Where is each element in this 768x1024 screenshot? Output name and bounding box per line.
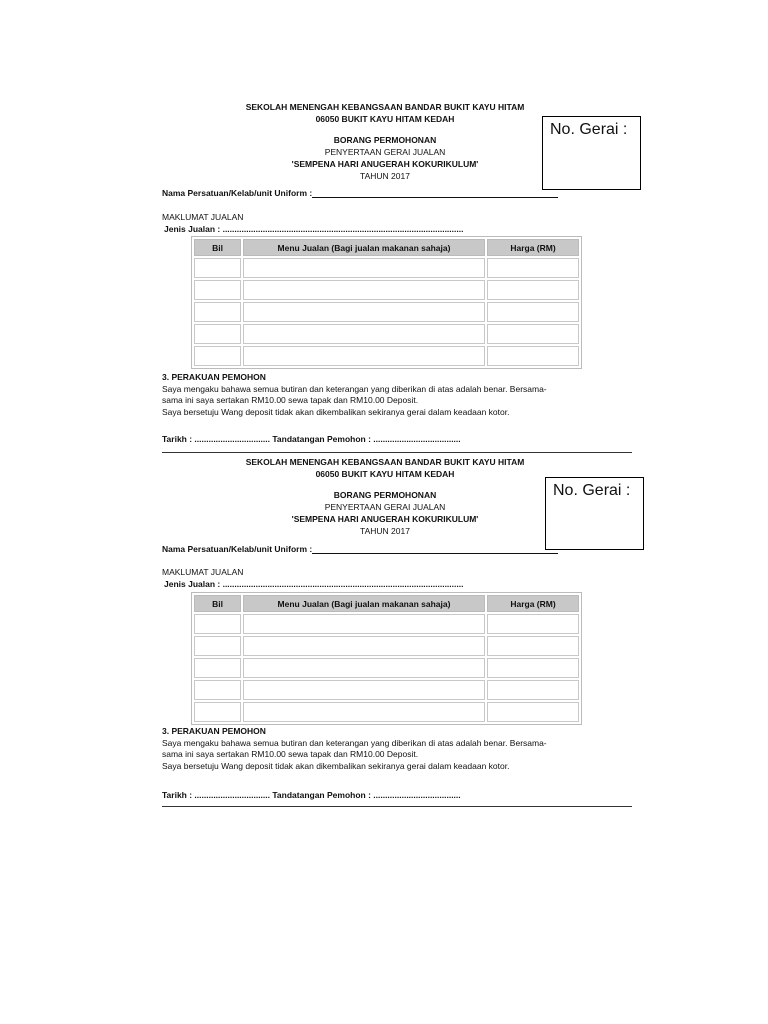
form-title: BORANG PERMOHONAN: [333, 490, 437, 500]
table-cell[interactable]: [487, 680, 579, 700]
table-row[interactable]: [194, 702, 579, 722]
declaration-section: [162, 726, 602, 772]
stall-number-label: No. Gerai :: [550, 121, 628, 138]
table-cell[interactable]: [243, 280, 485, 300]
table-cell[interactable]: [243, 258, 485, 278]
table-cell[interactable]: [487, 702, 579, 722]
organisation-name-field[interactable]: [312, 188, 558, 198]
section-heading: MAKLUMAT JUALAN: [162, 212, 244, 222]
col-header-bil: Bil: [194, 239, 241, 256]
table-cell[interactable]: [243, 636, 485, 656]
table-row[interactable]: [194, 302, 579, 322]
date-signature-line[interactable]: Tarikh : ................................ Tandatangan Pemohon : .....................................: [162, 790, 461, 800]
organisation-name-field[interactable]: [312, 544, 558, 554]
table-row[interactable]: [194, 280, 579, 300]
table-cell[interactable]: [487, 614, 579, 634]
school-name: SEKOLAH MENENGAH KEBANGSAAN BANDAR BUKIT KAYU HITAM: [245, 102, 525, 112]
table-cell[interactable]: [194, 636, 241, 656]
form-subtitle: PENYERTAAN GERAI JUALAN: [324, 502, 446, 512]
school-address: 06050 BUKIT KAYU HITAM KEDAH: [315, 114, 455, 124]
table-cell[interactable]: [487, 636, 579, 656]
stall-number-box[interactable]: [545, 477, 644, 550]
section-heading: MAKLUMAT JUALAN: [162, 567, 244, 577]
declaration-section: [162, 372, 602, 418]
table-row[interactable]: [194, 636, 579, 656]
table-cell[interactable]: [194, 702, 241, 722]
table-cell[interactable]: [243, 324, 485, 344]
table-cell[interactable]: [243, 614, 485, 634]
table-cell[interactable]: [487, 302, 579, 322]
sales-menu-table: [191, 236, 582, 369]
sale-type-field[interactable]: Jenis Jualan : ......................................................................................................: [164, 579, 464, 589]
form-year: TAHUN 2017: [360, 171, 410, 181]
table-cell[interactable]: [194, 280, 241, 300]
table-cell[interactable]: [194, 658, 241, 678]
event-name: 'SEMPENA HARI ANUGERAH KOKURIKULUM': [291, 514, 479, 524]
table-cell[interactable]: [194, 346, 241, 366]
form-title: BORANG PERMOHONAN: [333, 135, 437, 145]
school-address: 06050 BUKIT KAYU HITAM KEDAH: [315, 469, 455, 479]
declaration-line: Saya bersetuju Wang deposit tidak akan dikembalikan sekiranya gerai dalam keadaan kotor.: [162, 406, 510, 417]
table-row[interactable]: [194, 680, 579, 700]
form-header: [230, 101, 540, 182]
col-header-menu: Menu Jualan (Bagi jualan makanan sahaja): [243, 595, 485, 612]
table-cell[interactable]: [243, 680, 485, 700]
organisation-name-label: Nama Persatuan/Kelab/unit Uniform :: [162, 188, 313, 198]
table-cell[interactable]: [487, 280, 579, 300]
col-header-menu: Menu Jualan (Bagi jualan makanan sahaja): [243, 239, 485, 256]
col-header-price: Harga (RM): [487, 239, 579, 256]
table-cell[interactable]: [487, 658, 579, 678]
cut-line: [162, 806, 632, 807]
table-cell[interactable]: [194, 258, 241, 278]
stall-number-box[interactable]: [542, 116, 641, 190]
declaration-line: Saya bersetuju Wang deposit tidak akan dikembalikan sekiranya gerai dalam keadaan kotor.: [162, 760, 510, 771]
col-header-bil: Bil: [194, 595, 241, 612]
declaration-line: Saya mengaku bahawa semua butiran dan keterangan yang diberikan di atas adalah benar. Bersama-: [162, 737, 547, 748]
organisation-name-row: [162, 544, 558, 554]
table-cell[interactable]: [487, 346, 579, 366]
table-cell[interactable]: [243, 658, 485, 678]
sales-menu-table: [191, 592, 582, 725]
declaration-line: sama ini saya sertakan RM10.00 sewa tapak dan RM10.00 Deposit.: [162, 395, 419, 405]
form-year: TAHUN 2017: [360, 526, 410, 536]
cut-line: [162, 452, 632, 453]
table-cell[interactable]: [243, 702, 485, 722]
table-cell[interactable]: [194, 614, 241, 634]
declaration-line: Saya mengaku bahawa semua butiran dan keterangan yang diberikan di atas adalah benar. Bersama-: [162, 383, 547, 394]
sale-type-field[interactable]: Jenis Jualan : ......................................................................................................: [164, 224, 464, 234]
table-cell[interactable]: [194, 302, 241, 322]
organisation-name-row: [162, 188, 558, 198]
table-cell[interactable]: [487, 324, 579, 344]
date-signature-line[interactable]: Tarikh : ................................ Tandatangan Pemohon : .....................................: [162, 434, 461, 444]
table-row[interactable]: [194, 258, 579, 278]
declaration-line: sama ini saya sertakan RM10.00 sewa tapak dan RM10.00 Deposit.: [162, 749, 419, 759]
table-cell[interactable]: [487, 258, 579, 278]
form-header: [230, 456, 540, 537]
organisation-name-label: Nama Persatuan/Kelab/unit Uniform :: [162, 544, 313, 554]
declaration-heading: 3. PERAKUAN PEMOHON: [162, 372, 266, 382]
table-cell[interactable]: [194, 324, 241, 344]
table-cell[interactable]: [194, 680, 241, 700]
col-header-price: Harga (RM): [487, 595, 579, 612]
table-row[interactable]: [194, 658, 579, 678]
table-row[interactable]: [194, 324, 579, 344]
table-cell[interactable]: [243, 346, 485, 366]
declaration-heading: 3. PERAKUAN PEMOHON: [162, 726, 266, 736]
school-name: SEKOLAH MENENGAH KEBANGSAAN BANDAR BUKIT KAYU HITAM: [245, 457, 525, 467]
stall-number-label: No. Gerai :: [553, 482, 631, 499]
table-row[interactable]: [194, 614, 579, 634]
table-cell[interactable]: [243, 302, 485, 322]
form-subtitle: PENYERTAAN GERAI JUALAN: [324, 147, 446, 157]
table-header-row: [194, 595, 579, 612]
table-row[interactable]: [194, 346, 579, 366]
table-header-row: [194, 239, 579, 256]
event-name: 'SEMPENA HARI ANUGERAH KOKURIKULUM': [291, 159, 479, 169]
